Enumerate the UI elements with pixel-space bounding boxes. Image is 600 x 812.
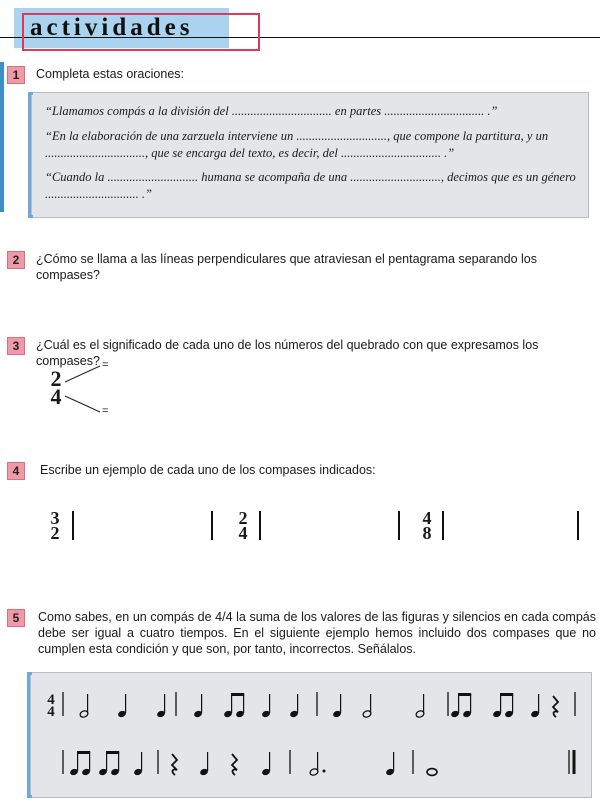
dotted-half-note xyxy=(309,752,319,776)
whole-note xyxy=(427,769,437,776)
sentence-1: “Llamamos compás a la división del ................................ en partes ................................ .” xyxy=(45,104,498,118)
quarter-note xyxy=(289,694,299,718)
quarter-rest xyxy=(232,754,237,775)
barline xyxy=(72,511,74,540)
meter-3-2-top: 3 xyxy=(50,508,60,528)
meter-3-2-bottom: 2 xyxy=(50,522,60,543)
meter-4-8 xyxy=(420,508,434,543)
question-number-3: 3 xyxy=(7,337,25,355)
quarter-note xyxy=(156,694,166,718)
question-1-prompt: Completa estas oraciones: xyxy=(36,67,184,81)
meter-4-8-bottom: 8 xyxy=(422,522,432,543)
quarter-rest xyxy=(172,754,177,775)
meter-3-2 xyxy=(48,508,62,543)
quarter-note xyxy=(385,752,395,776)
quarter-note xyxy=(261,694,271,718)
rhythm-notation xyxy=(30,672,592,798)
question-3-prompt: ¿Cuál es el significado de cada uno de los números del quebrado con que expresamos los compases? xyxy=(36,338,539,368)
question-2-prompt: ¿Cómo se llama a las líneas perpendiculares que atraviesan el pentagrama separando los compases? xyxy=(36,252,537,282)
meter-4-8-top: 4 xyxy=(422,508,432,528)
quarter-note xyxy=(193,694,203,718)
eighth-note-pair xyxy=(98,752,120,776)
eighth-note-pair xyxy=(69,752,91,776)
quarter-note xyxy=(133,752,143,776)
eighth-note-pair xyxy=(223,694,245,718)
quarter-rest xyxy=(553,696,558,717)
meter-2-4 xyxy=(236,508,250,543)
half-note xyxy=(362,694,372,718)
numerator-answer-line[interactable]: = xyxy=(102,359,109,371)
quarter-note xyxy=(199,752,209,776)
fraction-denominator: 4 xyxy=(50,384,62,410)
augmentation-dot xyxy=(323,770,326,773)
denominator-answer-line[interactable]: = xyxy=(102,405,109,417)
meter-2-4-top: 2 xyxy=(238,508,248,528)
fraction-numerator: 2 xyxy=(50,366,62,391)
quarter-note xyxy=(117,694,127,718)
barline xyxy=(577,511,579,540)
sentence-2: “En la elaboración de una zarzuela interviene un ............................., que compone la partitura, y un ................................, que se encarga del texto, es decir, del ................................ .” xyxy=(45,129,549,160)
page-title: actividades xyxy=(30,14,194,41)
question-number-2: 2 xyxy=(7,251,25,269)
sentence-3: “Cuando la ............................. humana se acompaña de una ............................., decimos que es un género .............................. .” xyxy=(45,170,576,201)
header-rule-left xyxy=(0,37,22,38)
quarter-note xyxy=(530,694,540,718)
question-number-4: 4 xyxy=(7,462,25,480)
quarter-note xyxy=(332,694,342,718)
half-note xyxy=(79,694,89,718)
half-note xyxy=(415,694,425,718)
barline xyxy=(442,511,444,540)
eighth-note-pair xyxy=(492,694,514,718)
barline xyxy=(211,511,213,540)
sentences-bracket xyxy=(28,92,33,218)
question-5-prompt: Como sabes, en un compás de 4/4 la suma de los valores de las figuras y silencios en cada compás debe ser igual a cuatro tiempos. En el siguiente ejemplo hemos incluido dos compases que no cumplen esta condición y que son, por tanto, incorrectos. Señálalos. xyxy=(38,610,596,656)
left-margin-strip xyxy=(0,62,4,212)
barline xyxy=(398,511,400,540)
question-4-prompt: Escribe un ejemplo de cada uno de los compases indicados: xyxy=(40,463,376,477)
barline xyxy=(259,511,261,540)
question-number-5: 5 xyxy=(7,609,25,627)
quarter-note xyxy=(261,752,271,776)
rhythm-meter-bottom: 4 xyxy=(47,704,55,721)
eighth-note-pair xyxy=(450,694,472,718)
question-number-1: 1 xyxy=(7,66,25,84)
meter-2-4-bottom: 4 xyxy=(238,522,248,543)
rhythm-meter-top: 4 xyxy=(47,692,55,708)
